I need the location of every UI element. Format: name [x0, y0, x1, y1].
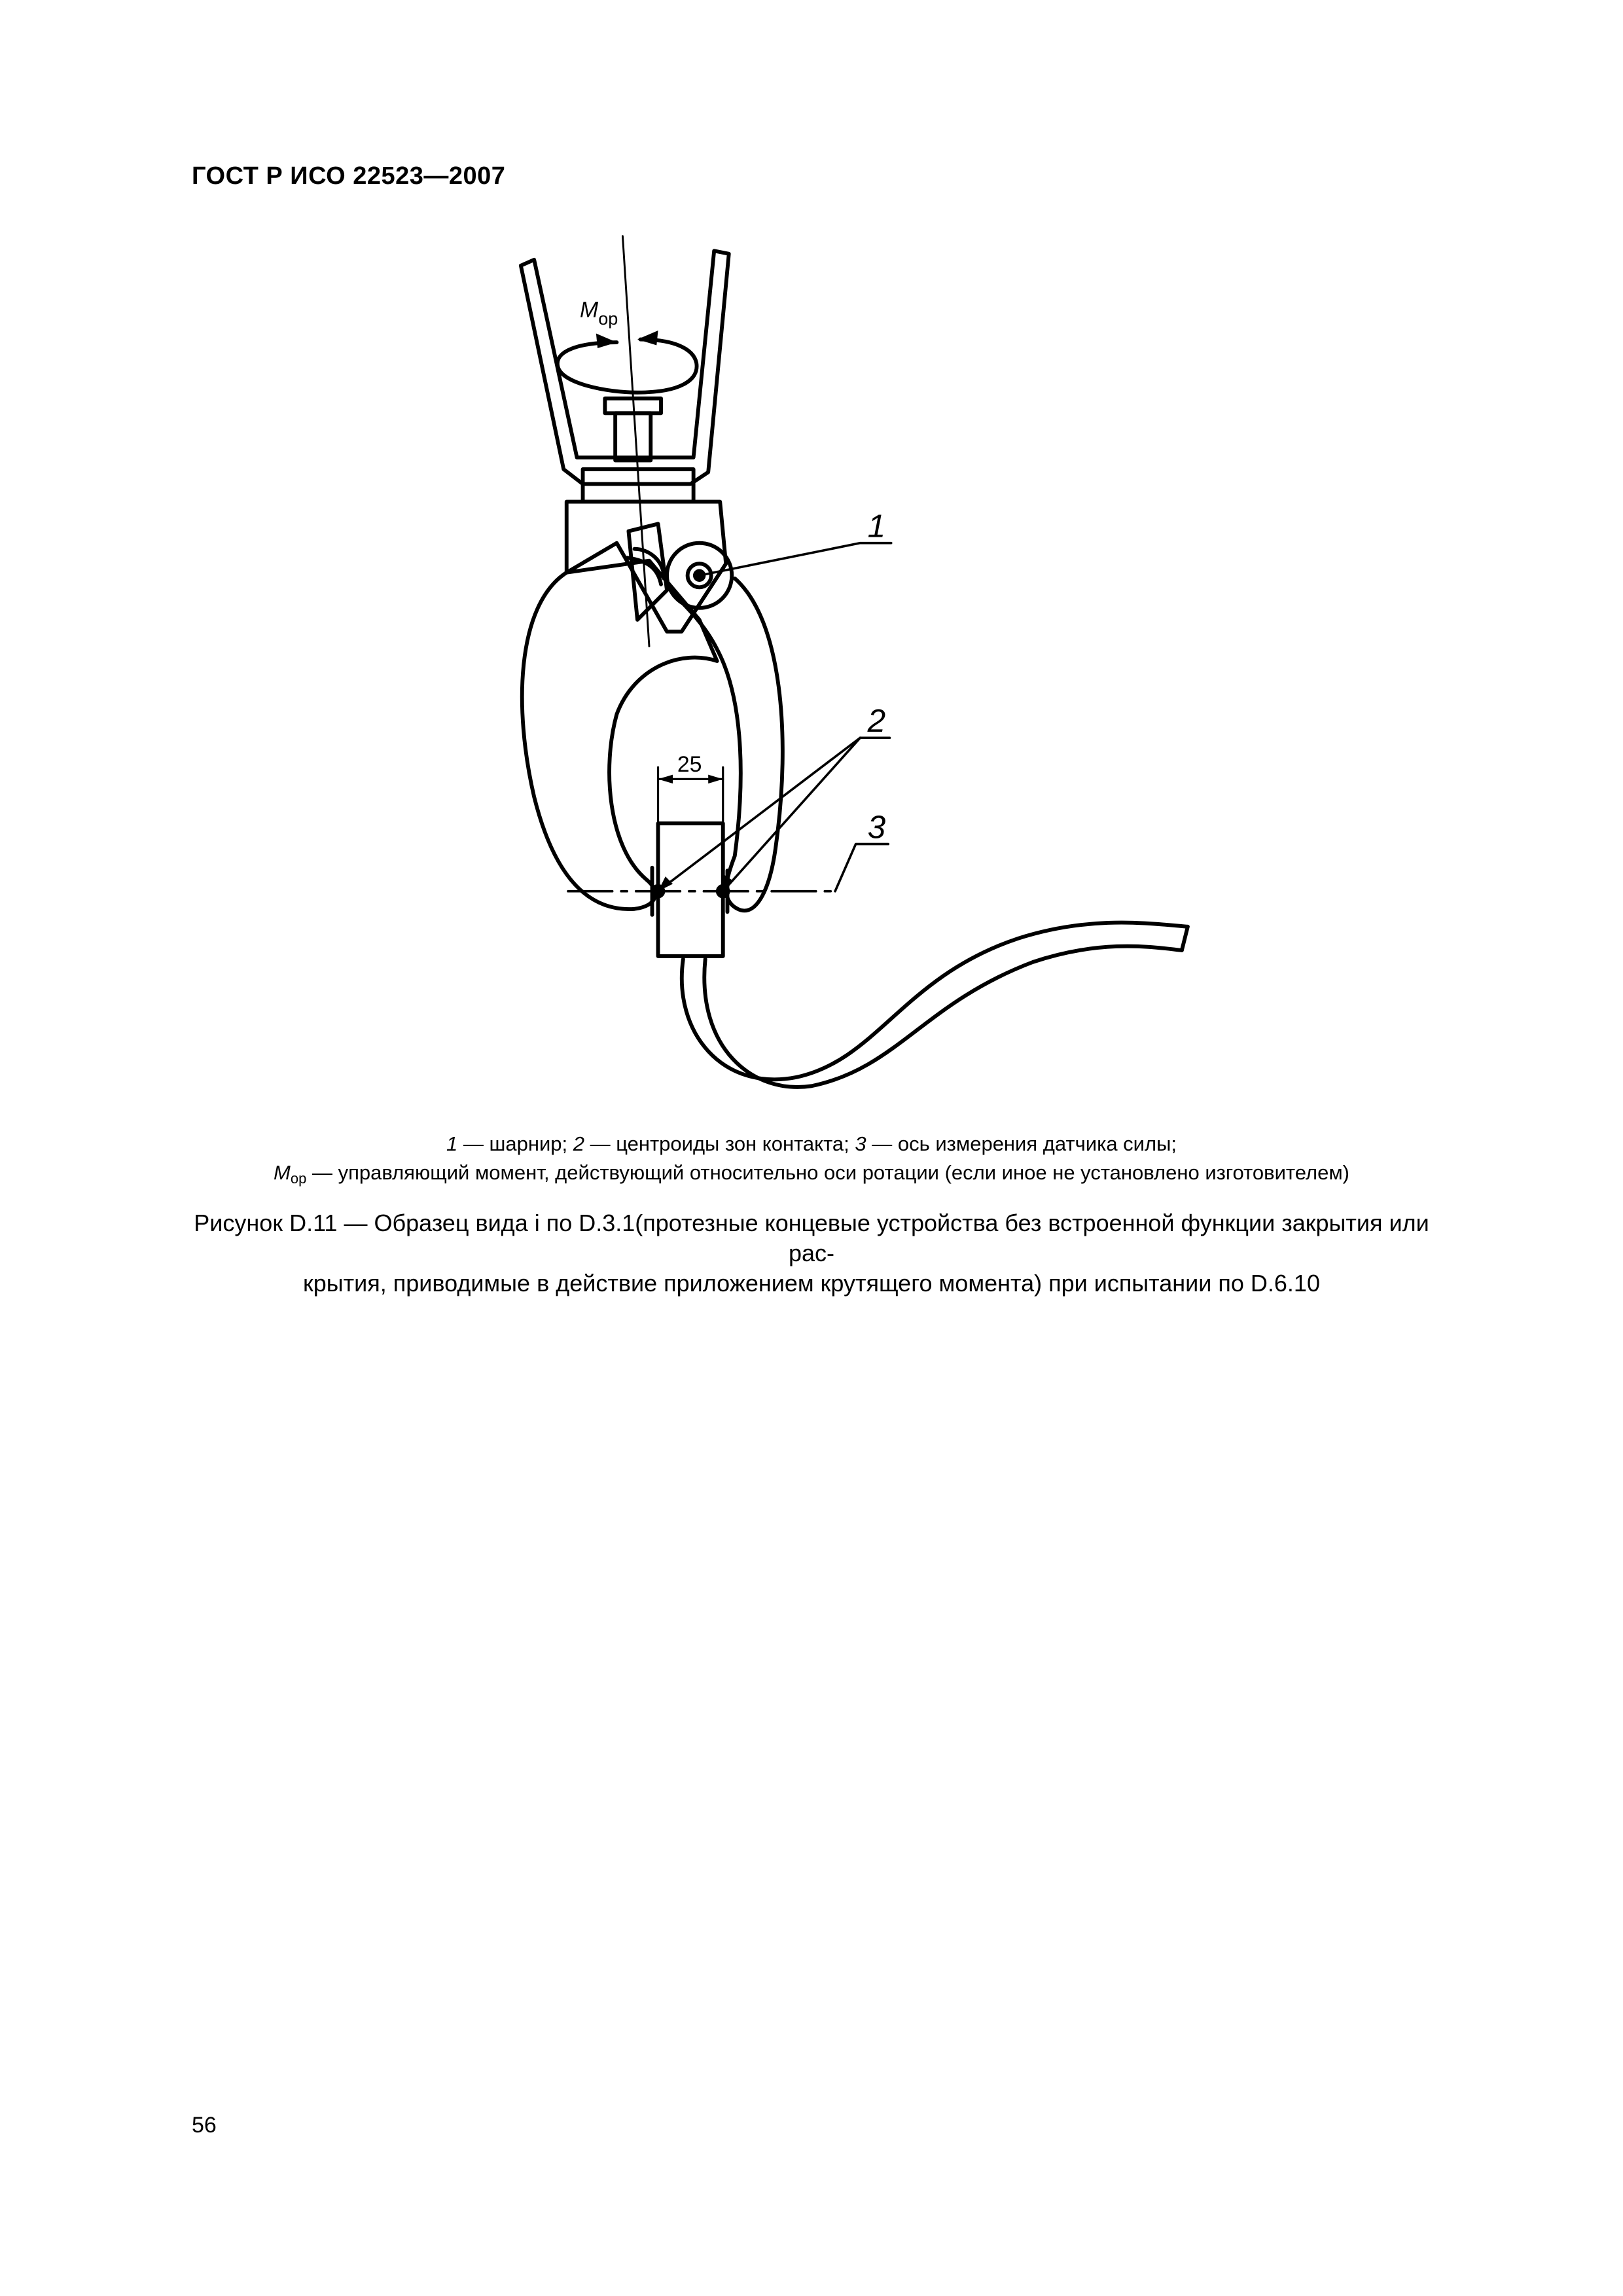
legend-text-1: — шарнир;: [457, 1132, 573, 1155]
left-finger-outline: [522, 561, 717, 909]
caption-line-2: крытия, приводимые в действие приложением крутящего момента) при испытании по D.6.10: [303, 1270, 1320, 1297]
legend-number-2: 2: [573, 1132, 584, 1155]
moment-subscript: ор: [598, 308, 618, 329]
moment-arrow-ellipse: [558, 340, 697, 393]
legend-number-3: 3: [855, 1132, 866, 1155]
figure-legend: [196, 1130, 1427, 1193]
moment-symbol: M: [580, 297, 599, 323]
leader-3: [835, 844, 888, 891]
dimension-arrow-left: [658, 775, 673, 784]
callout-3: 3: [867, 808, 886, 846]
legend-moment-subscript: ор: [290, 1170, 307, 1187]
stem-block: [615, 413, 651, 460]
leader-2b: [723, 738, 861, 891]
legend-line-1: [196, 1130, 1427, 1158]
page-header: ГОСТ Р ИСО 22523—2007: [192, 162, 506, 190]
figure-caption: [190, 1208, 1433, 1299]
sensor-cable-outer: [704, 946, 1182, 1087]
legend-text-3: — ось измерения датчика силы;: [866, 1132, 1177, 1155]
force-sensor-block: [658, 823, 723, 956]
rotation-axis-line: [622, 236, 649, 647]
moment-label: [580, 298, 618, 329]
callout-1: 1: [867, 507, 886, 545]
legend-number-1: 1: [446, 1132, 458, 1155]
cable-end: [1182, 927, 1188, 950]
leader-2a-arrowhead: [658, 876, 673, 891]
hinge-rod: [628, 524, 667, 620]
dimension-arrow-right: [708, 775, 723, 784]
page-number: 56: [192, 2113, 217, 2138]
legend-text-2: — центроиды зон контакта;: [584, 1132, 855, 1155]
right-finger-outline: [676, 579, 783, 911]
legend-moment-text: — управляющий момент, действующий относительно оси ротации (если иное не установлено изготовителем): [306, 1161, 1349, 1184]
callout-2: 2: [867, 702, 886, 740]
legend-line-2: [196, 1158, 1427, 1193]
legend-moment-symbol: M: [274, 1161, 291, 1184]
dimension-label: 25: [677, 752, 702, 778]
caption-line-1: Рисунок D.11 — Образец вида i по D.3.1(протезные концевые устройства без встроенной функции закрытия или рас-: [194, 1210, 1429, 1266]
